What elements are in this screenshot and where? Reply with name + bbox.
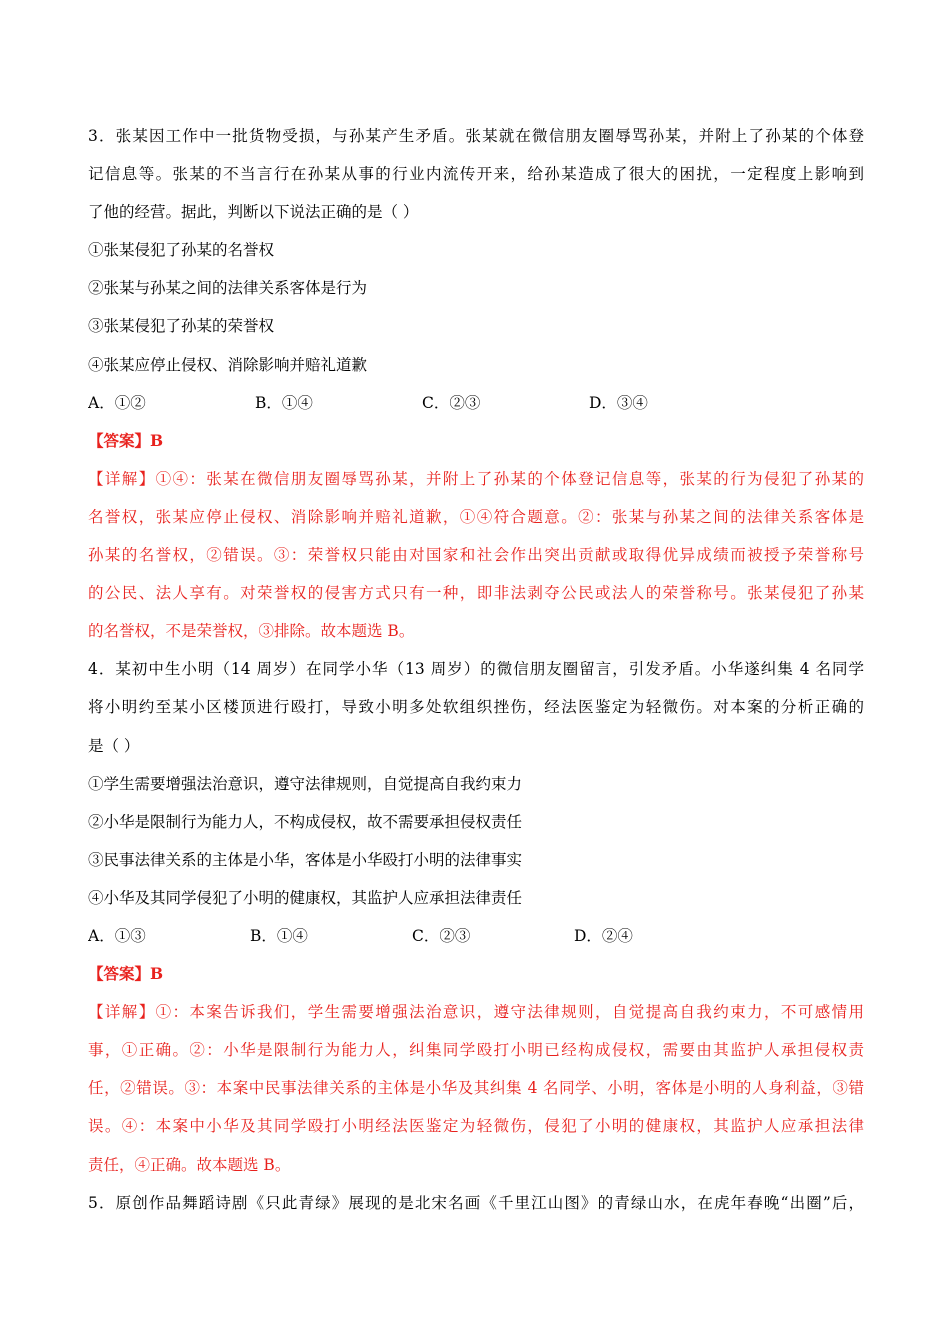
q3-option-c: C．②③ [422, 393, 481, 412]
q4-answer: 【答案】B [88, 964, 164, 984]
q3-stem-line-1: 3．张某因工作中一批货物受损，与孙某产生矛盾。张某就在微信朋友圈辱骂孙某，并附上了孙某的个体登 [88, 127, 864, 145]
q3-statement-4: ④张某应停止侵权、消除影响并赔礼道歉 [88, 355, 368, 374]
q4-stem-line-3: 是（ ） [88, 736, 140, 755]
q3-stem-line-3: 了他的经营。据此，判断以下说法正确的是（ ） [88, 203, 419, 222]
q4-option-c: C．②③ [412, 926, 471, 945]
q4-explanation-line-5: 责任，④正确。故本题选 B。 [88, 1155, 291, 1174]
q3-statement-2: ②张某与孙某之间的法律关系客体是行为 [88, 279, 368, 298]
q4-explanation-line-1: 【详解】①：本案告诉我们，学生需要增强法治意识，遵守法律规则，自觉提高自我约束力，不可感情用 [88, 1003, 864, 1022]
q4-statement-2: ②小华是限制行为能力人，不构成侵权，故不需要承担侵权责任 [88, 812, 523, 831]
q3-statement-1: ①张某侵犯了孙某的名誉权 [88, 241, 275, 260]
q4-explanation-line-4: 误。④：本案中小华及其同学殴打小明经法医鉴定为轻微伤，侵犯了小明的健康权，其监护人应承担法律 [88, 1117, 864, 1136]
q3-option-d: D．③④ [589, 393, 648, 412]
q4-explanation-line-2: 事，①正确。②：小华是限制行为能力人，纠集同学殴打小明已经构成侵权，需要由其监护人承担侵权责 [88, 1041, 864, 1060]
question-3 [88, 117, 864, 650]
q4-options [88, 917, 864, 955]
question-4 [88, 650, 864, 1183]
q3-option-a: A．①② [88, 393, 146, 412]
q5-stem-line-1: 5．原创作品舞蹈诗剧《只此青绿》展现的是北宋名画《千里江山图》的青绿山水，在虎年春晚“出圈”后， [88, 1193, 864, 1212]
q3-stem-line-2: 记信息等。张某的不当言行在孙某从事的行业内流传开来，给孙某造成了很大的困扰，一定程度上影响到 [88, 165, 864, 184]
q4-stem-line-1: 4．某初中生小明（14 周岁）在同学小华（13 周岁）的微信朋友圈留言，引发矛盾。小华遂纠集 4 名同学 [88, 660, 864, 679]
q3-explanation-line-1: 【详解】①④：张某在微信朋友圈辱骂孙某，并附上了孙某的个体登记信息等，张某的行为侵犯了孙某的 [88, 469, 864, 488]
q3-statement-3: ③张某侵犯了孙某的荣誉权 [88, 317, 275, 336]
q4-statement-1: ①学生需要增强法治意识，遵守法律规则，自觉提高自我约束力 [88, 774, 523, 793]
q3-explanation-line-2: 名誉权，张某应停止侵权、消除影响并赔礼道歉，①④符合题意。②：张某与孙某之间的法律关系客体是 [88, 507, 864, 526]
q3-explanation-line-5: 的名誉权，不是荣誉权，③排除。故本题选 B。 [88, 622, 415, 641]
q4-statement-4: ④小华及其同学侵犯了小明的健康权，其监护人应承担法律责任 [88, 888, 523, 907]
q3-option-b: B．①④ [255, 393, 313, 412]
q4-option-b: B．①④ [250, 926, 308, 945]
q3-explanation-line-4: 的公民、法人享有。对荣誉权的侵害方式只有一种，即非法剥夺公民或法人的荣誉称号。张某侵犯了孙某 [88, 584, 864, 603]
q4-option-a: A．①③ [88, 926, 146, 945]
q3-answer: 【答案】B [88, 430, 164, 450]
q4-option-d: D．②④ [574, 926, 633, 945]
q3-options [88, 384, 864, 422]
q4-stem-line-2: 将小明约至某小区楼顶进行殴打，导致小明多处软组织挫伤，经法医鉴定为轻微伤。对本案的分析正确的 [88, 698, 864, 717]
document-page [88, 117, 864, 1222]
q4-statement-3: ③民事法律关系的主体是小华，客体是小华殴打小明的法律事实 [88, 850, 523, 869]
q4-explanation-line-3: 任，②错误。③：本案中民事法律关系的主体是小华及其纠集 4 名同学、小明，客体是小明的人身利益，③错 [88, 1079, 864, 1098]
q3-explanation-line-3: 孙某的名誉权，②错误。③：荣誉权只能由对国家和社会作出突出贡献或取得优异成绩而被授予荣誉称号 [88, 546, 864, 565]
question-5 [88, 1184, 864, 1222]
